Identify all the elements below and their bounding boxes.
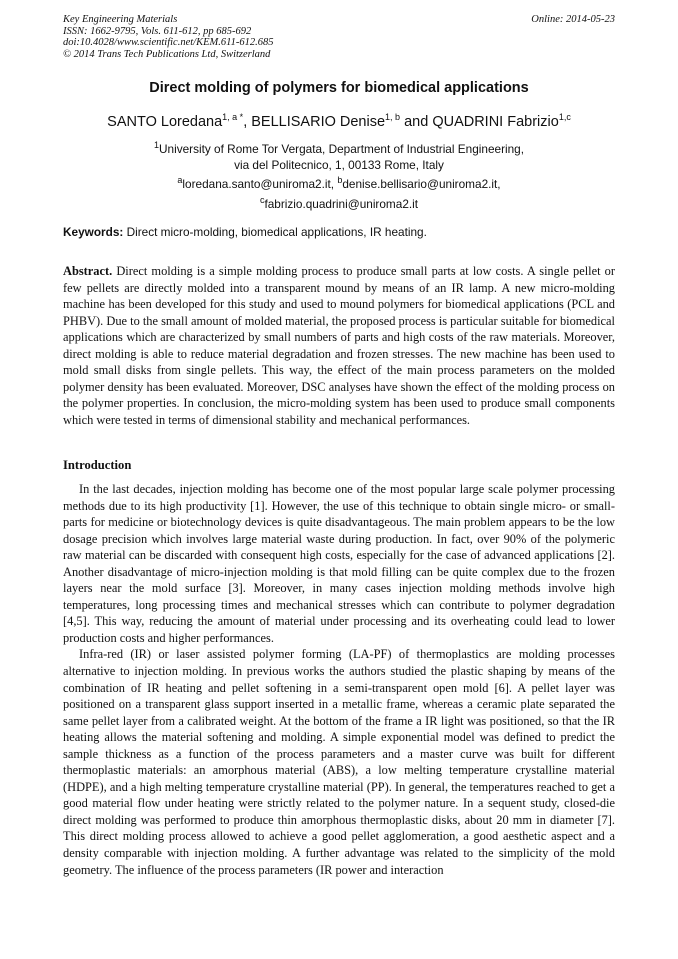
email-line-1 [0,172,678,192]
affiliation-line-1 [0,137,678,157]
email-address: denise.bellisario@uniroma2.it, [342,176,501,191]
email-line-2 [0,192,678,212]
doi-line: doi:10.4028/www.scientific.net/KEM.611-612.685 [63,37,274,48]
introduction-body [63,481,615,878]
author-conjunction: and [400,113,433,130]
keywords-label: Keywords: [63,225,124,239]
paragraph: Infra-red (IR) or laser assisted polymer forming (LA-PF) of thermoplastics are molding processes alternative to injection molding. In previous works the authors studied the plastic shaping by means of the combination of IR heating and pellet softening in a semi-transparent open mold [6]. A pellet layer was positioned on a transparent glass support inserted in a metallic frame, whereas a ceramic plate separated the same pellet layer from a calibrated weight. At the bottom of the frame a IR light was positioned, so that the IR heating allows the material softening and molding. A simple exponential model was defined to predict the sample thickness as a function of the process parameters and a master curve was built for different thermoplastic materials: an amorphous material (ABS), a low melting temperature crystalline material (HDPE), and a high melting temperature crystalline material (PP). In general, the temperatures reached to get a good material flow under heating were strictly related to the polymer nature. In a sequent study, closed-die direct molding was performed to produce thin amorphous thermoplastic disks, about 20 mm in diameter [7]. This direct molding process allowed to achieve a good pellet agglomeration, a good aesthetic aspect and a density comparable with injection molding. A further advantage was related to the simplicity of the mold geometry. The influence of the process parameters (IR power and interaction [63,647,615,877]
abstract-label: Abstract. [63,264,113,278]
abstract [63,263,615,428]
author-affiliation-mark: 1, b [385,112,401,122]
author-list [0,112,678,130]
journal-name: Key Engineering Materials [63,14,178,25]
email-block [0,172,678,212]
author-affiliation-mark: 1, a * [222,112,244,122]
author-name: QUADRINI Fabrizio [432,113,559,130]
keywords [63,225,615,239]
section-heading-introduction: Introduction [63,458,132,472]
email-mark: a [177,175,183,185]
affiliation-line-2: via del Politecnico, 1, 00133 Rome, Italy [234,157,444,172]
abstract-text: Direct molding is a simple molding process to produce small parts at low costs. A single pellet or few pellets are directly molded into a transparent mound by means of an IR lamp. A new micro-molding machine has been developed for this study and used to mound polymers for biomedical applications (PCL and PHBV). Due to the small amount of molded material, the proposed process is particular suitable for biomedical applications which are characterized by small numbers of parts and high costs of the raw materials. Moreover, direct molding is able to reduce material degradation and frozen stresses. The new machine has been used to mold small disks from single pellets. This way, the effect of the main process parameters on the molded polymer density has been evaluated. Moreover, DSC analyses have shown the effect of the molding process on the polymer properties. In conclusion, the micro-molding system has been used to produce small components which were tested in terms of dimensional stability and mechanical performances. [63,264,615,427]
issn-line: ISSN: 1662-9795, Vols. 611-612, pp 685-692 [63,25,252,37]
affiliation-text: University of Rome Tor Vergata, Department of Industrial Engineering, [159,141,525,156]
email-mark: c [259,194,265,205]
paragraph: In the last decades, injection molding has become one of the most popular large scale polymer processing methods due to its high productivity [1]. However, the use of this technique to obtain single micro- or small-parts for medicine or biotechnology devices is quite disadvantageous. The main problem appears to be the low dosage precision which involves large material waste during production. In fact, over 90% of the polymeric raw material can be discarded with consequent high costs, especially for the case of advanced applications [2]. Another disadvantage of micro-injection molding is that mold filling can be quite complex due to the frozen layers near the mold surface [3]. Moreover, in many cases injection molding methods involve high temperatures, long processing times and mechanical stresses which can contribute to polymer degradation [4,5]. This way, reducing the amount of material under processing and its overheating could lead to lower production costs and higher performances. [63,482,615,645]
author-affiliation-mark: 1,c [558,112,571,122]
page-header [63,14,615,60]
email-address: fabrizio.quadrini@uniroma2.it [264,196,419,211]
affiliation-mark: 1 [153,140,159,150]
paper-title: Direct molding of polymers for biomedical applications [149,80,529,96]
email-address: loredana.santo@uniroma2.it, [182,176,338,191]
copyright-line: © 2014 Trans Tech Publications Ltd, Switzerland [63,48,271,60]
author-name: SANTO Loredana [107,113,223,130]
affiliation [0,137,678,173]
keywords-text: Direct micro-molding, biomedical applications, IR heating. [123,225,427,239]
online-date: Online: 2014-05-23 [531,14,615,25]
author-separator: , [243,113,252,130]
email-mark: b [337,175,343,185]
author-name: BELLISARIO Denise [251,113,386,130]
